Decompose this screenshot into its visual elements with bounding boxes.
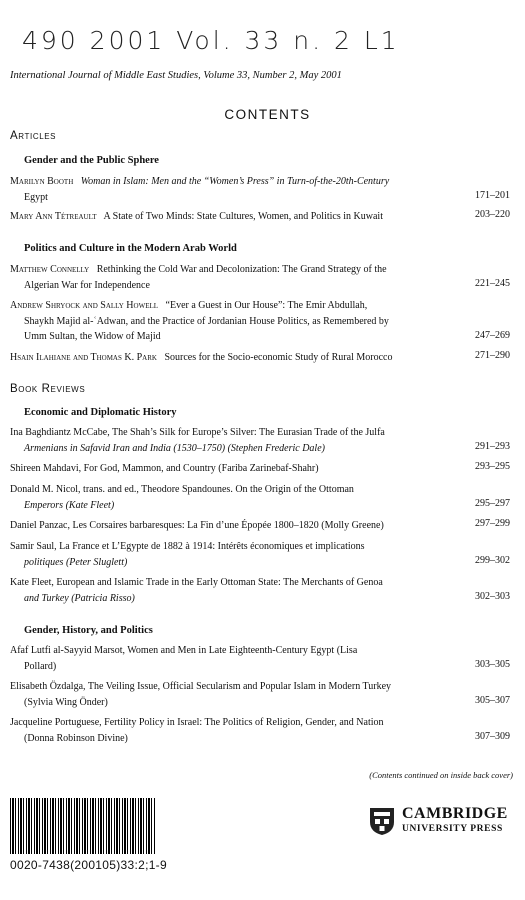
- review-pages: 305–307: [475, 695, 510, 706]
- article-pages: 203–220: [475, 209, 510, 220]
- review-entry: [10, 482, 430, 513]
- review-line: Shireen Mahdavi, For God, Mammon, and Country (Fariba Zarinebaf-Shahr): [10, 463, 319, 474]
- review-pages: 297–299: [475, 518, 510, 529]
- article-entry: [10, 209, 430, 225]
- article-entry: [10, 262, 430, 293]
- article-author: Andrew Shryock and Sally Howell: [10, 300, 159, 311]
- publisher-name: CAMBRIDGE: [402, 805, 508, 822]
- review-line: Donald M. Nicol, trans. and ed., Theodore Spandounes. On the Origin of the Ottoman: [10, 484, 354, 495]
- article-title: “Ever a Guest in Our House”: The Emir Abdullah,: [165, 300, 368, 311]
- review-line-cont: Emperors (Kate Fleet): [24, 499, 115, 511]
- review-line: Ina Baghdiantz McCabe, The Shah’s Silk for Europe’s Silver: The Eurasian Trade of the Julfa: [10, 427, 385, 438]
- review-entry: [10, 715, 430, 746]
- article-entry: [10, 174, 430, 205]
- review-entry: [10, 679, 430, 710]
- review-line: Afaf Lutfi al-Sayyid Marsot, Women and Men in Late Eighteenth-Century Egypt (Lisa: [10, 645, 358, 656]
- cambridge-shield-icon: [368, 806, 396, 836]
- article-pages: 247–269: [475, 330, 510, 341]
- section-book-reviews: Book Reviews: [10, 383, 86, 395]
- page-title: CONTENTS: [224, 107, 311, 122]
- article-pages: 171–201: [475, 190, 510, 201]
- handwritten-shelfmark: 490 2001 Vol. 33 n. 2 L1: [22, 26, 400, 55]
- review-pages: 303–305: [475, 659, 510, 670]
- review-entry: [10, 539, 430, 570]
- article-author: Hsain Ilahiane and Thomas K. Park: [10, 352, 157, 363]
- article-title: Rethinking the Cold War and Decolonization: The Grand Strategy of the: [96, 264, 387, 275]
- review-pages: 295–297: [475, 498, 510, 509]
- review-entry: [10, 575, 430, 606]
- article-title-cont: Algerian War for Independence: [24, 279, 150, 291]
- article-pages: 221–245: [475, 278, 510, 289]
- review-line-cont: Armenians in Safavid Iran and India (1530–1750) (Stephen Frederic Dale): [24, 442, 325, 454]
- publisher-subname: UNIVERSITY PRESS: [402, 824, 503, 834]
- article-entry: [10, 298, 430, 345]
- article-title: Woman in Islam: Men and the “Women’s Press” in Turn-of-the-20th-Century: [80, 176, 390, 187]
- article-title: Sources for the Socio-economic Study of Rural Morocco: [164, 352, 393, 363]
- subhead-politics-culture: Politics and Culture in the Modern Arab World: [24, 243, 237, 254]
- article-title: A State of Two Minds: State Cultures, Women, and Politics in Kuwait: [103, 211, 383, 222]
- review-line-cont: (Donna Robinson Divine): [24, 732, 128, 744]
- review-pages: 307–309: [475, 731, 510, 742]
- review-line: Jacqueline Portuguese, Fertility Policy in Israel: The Politics of Religion, Gender, and Nation: [10, 717, 384, 728]
- review-line-cont: and Turkey (Patricia Risso): [24, 592, 135, 604]
- review-line-cont: Pollard): [24, 660, 57, 672]
- article-title-cont: Umm Sultan, the Widow of Majid: [24, 331, 161, 342]
- article-author: Mary Ann Tétreault: [10, 211, 97, 222]
- review-pages: 291–293: [475, 441, 510, 452]
- review-line: Kate Fleet, European and Islamic Trade in the Early Ottoman State: The Merchants of Genoa: [10, 577, 383, 588]
- issn-code: 0020-7438(200105)33:2;1-9: [10, 858, 167, 872]
- subhead-gender-public: Gender and the Public Sphere: [24, 155, 159, 166]
- review-line-cont: politiques (Peter Sluglett): [24, 556, 128, 568]
- article-entry: [10, 350, 430, 366]
- review-entry: [10, 518, 430, 534]
- review-line: Elisabeth Özdalga, The Veiling Issue, Official Secularism and Popular Islam in Modern Turkey: [10, 681, 392, 692]
- journal-citation: International Journal of Middle East Studies, Volume 33, Number 2, May 2001: [10, 70, 342, 81]
- section-articles: Articles: [10, 130, 57, 142]
- review-pages: 293–295: [475, 461, 510, 472]
- barcode: [10, 798, 155, 854]
- review-line: Daniel Panzac, Les Corsaires barbaresques: La Fin d’une Épopée 1800–1820 (Molly Greene): [10, 520, 384, 531]
- review-entry: [10, 643, 430, 674]
- article-title-cont: Egypt: [24, 191, 48, 203]
- article-title-cont: Shaykh Majid al-ʿAdwan, and the Practice of Jordanian House Politics, as Remembered by: [24, 315, 389, 327]
- review-pages: 299–302: [475, 555, 510, 566]
- article-pages: 271–290: [475, 350, 510, 361]
- subhead-gender-history: Gender, History, and Politics: [24, 625, 153, 636]
- subhead-economic-diplomatic: Economic and Diplomatic History: [24, 407, 177, 418]
- review-line-cont: (Sylvia Wing Önder): [24, 696, 108, 708]
- continued-note: (Contents continued on inside back cover): [369, 770, 513, 780]
- review-entry: [10, 425, 430, 456]
- article-author: Matthew Connelly: [10, 264, 90, 275]
- review-entry: [10, 461, 430, 477]
- article-author: Marilyn Booth: [10, 176, 74, 187]
- review-pages: 302–303: [475, 591, 510, 602]
- review-line: Samir Saul, La France et L’Egypte de 1882 à 1914: Intérêts économiques et implications: [10, 541, 365, 552]
